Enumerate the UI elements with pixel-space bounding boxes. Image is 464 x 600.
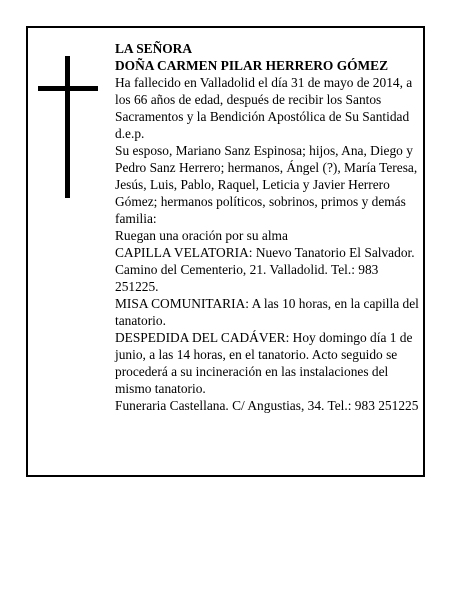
funeral-home-info: Funeraria Castellana. C/ Angustias, 34. Tel.: 983 251225 [115, 398, 419, 413]
chapel-info: CAPILLA VELATORIA: Nuevo Tanatorio El Salvador. Camino del Cementerio, 21. Valladolid. Tel.: 983 251225. [115, 245, 415, 294]
notice-heading: LA SEÑORA [115, 41, 193, 56]
cross-icon [38, 56, 98, 198]
obituary-notice [26, 26, 425, 477]
deceased-name: DOÑA CARMEN PILAR HERRERO GÓMEZ [115, 58, 389, 73]
prayer-request: Ruegan una oración por su alma [115, 228, 288, 243]
death-announcement: Ha fallecido en Valladolid el día 31 de mayo de 2014, a los 66 años de edad, después de recibir los Santos Sacramentos y la Bendición Apostólica de Su Santidad d.e.p. [115, 75, 413, 141]
farewell-info: DESPEDIDA DEL CADÁVER: Hoy domingo día 1 de junio, a las 14 horas, en el tanatorio. Acto seguido se procederá a su incineración en las instalaciones del mismo tanatorio. [115, 330, 413, 396]
mass-info: MISA COMUNITARIA: A las 10 horas, en la capilla del tanatorio. [115, 296, 419, 328]
family-list: Su esposo, Mariano Sanz Espinosa; hijos, Ana, Diego y Pedro Sanz Herrero; hermanos, Ángel (?), María Teresa, Jesús, Luis, Pablo, Raquel, Leticia y Javier Herrero Gómez; hermanos políticos, sobrinos, primos y demás familia: [115, 143, 418, 226]
notice-text [115, 40, 421, 414]
cross-vertical-bar [65, 56, 70, 198]
cross-horizontal-bar [38, 86, 98, 91]
